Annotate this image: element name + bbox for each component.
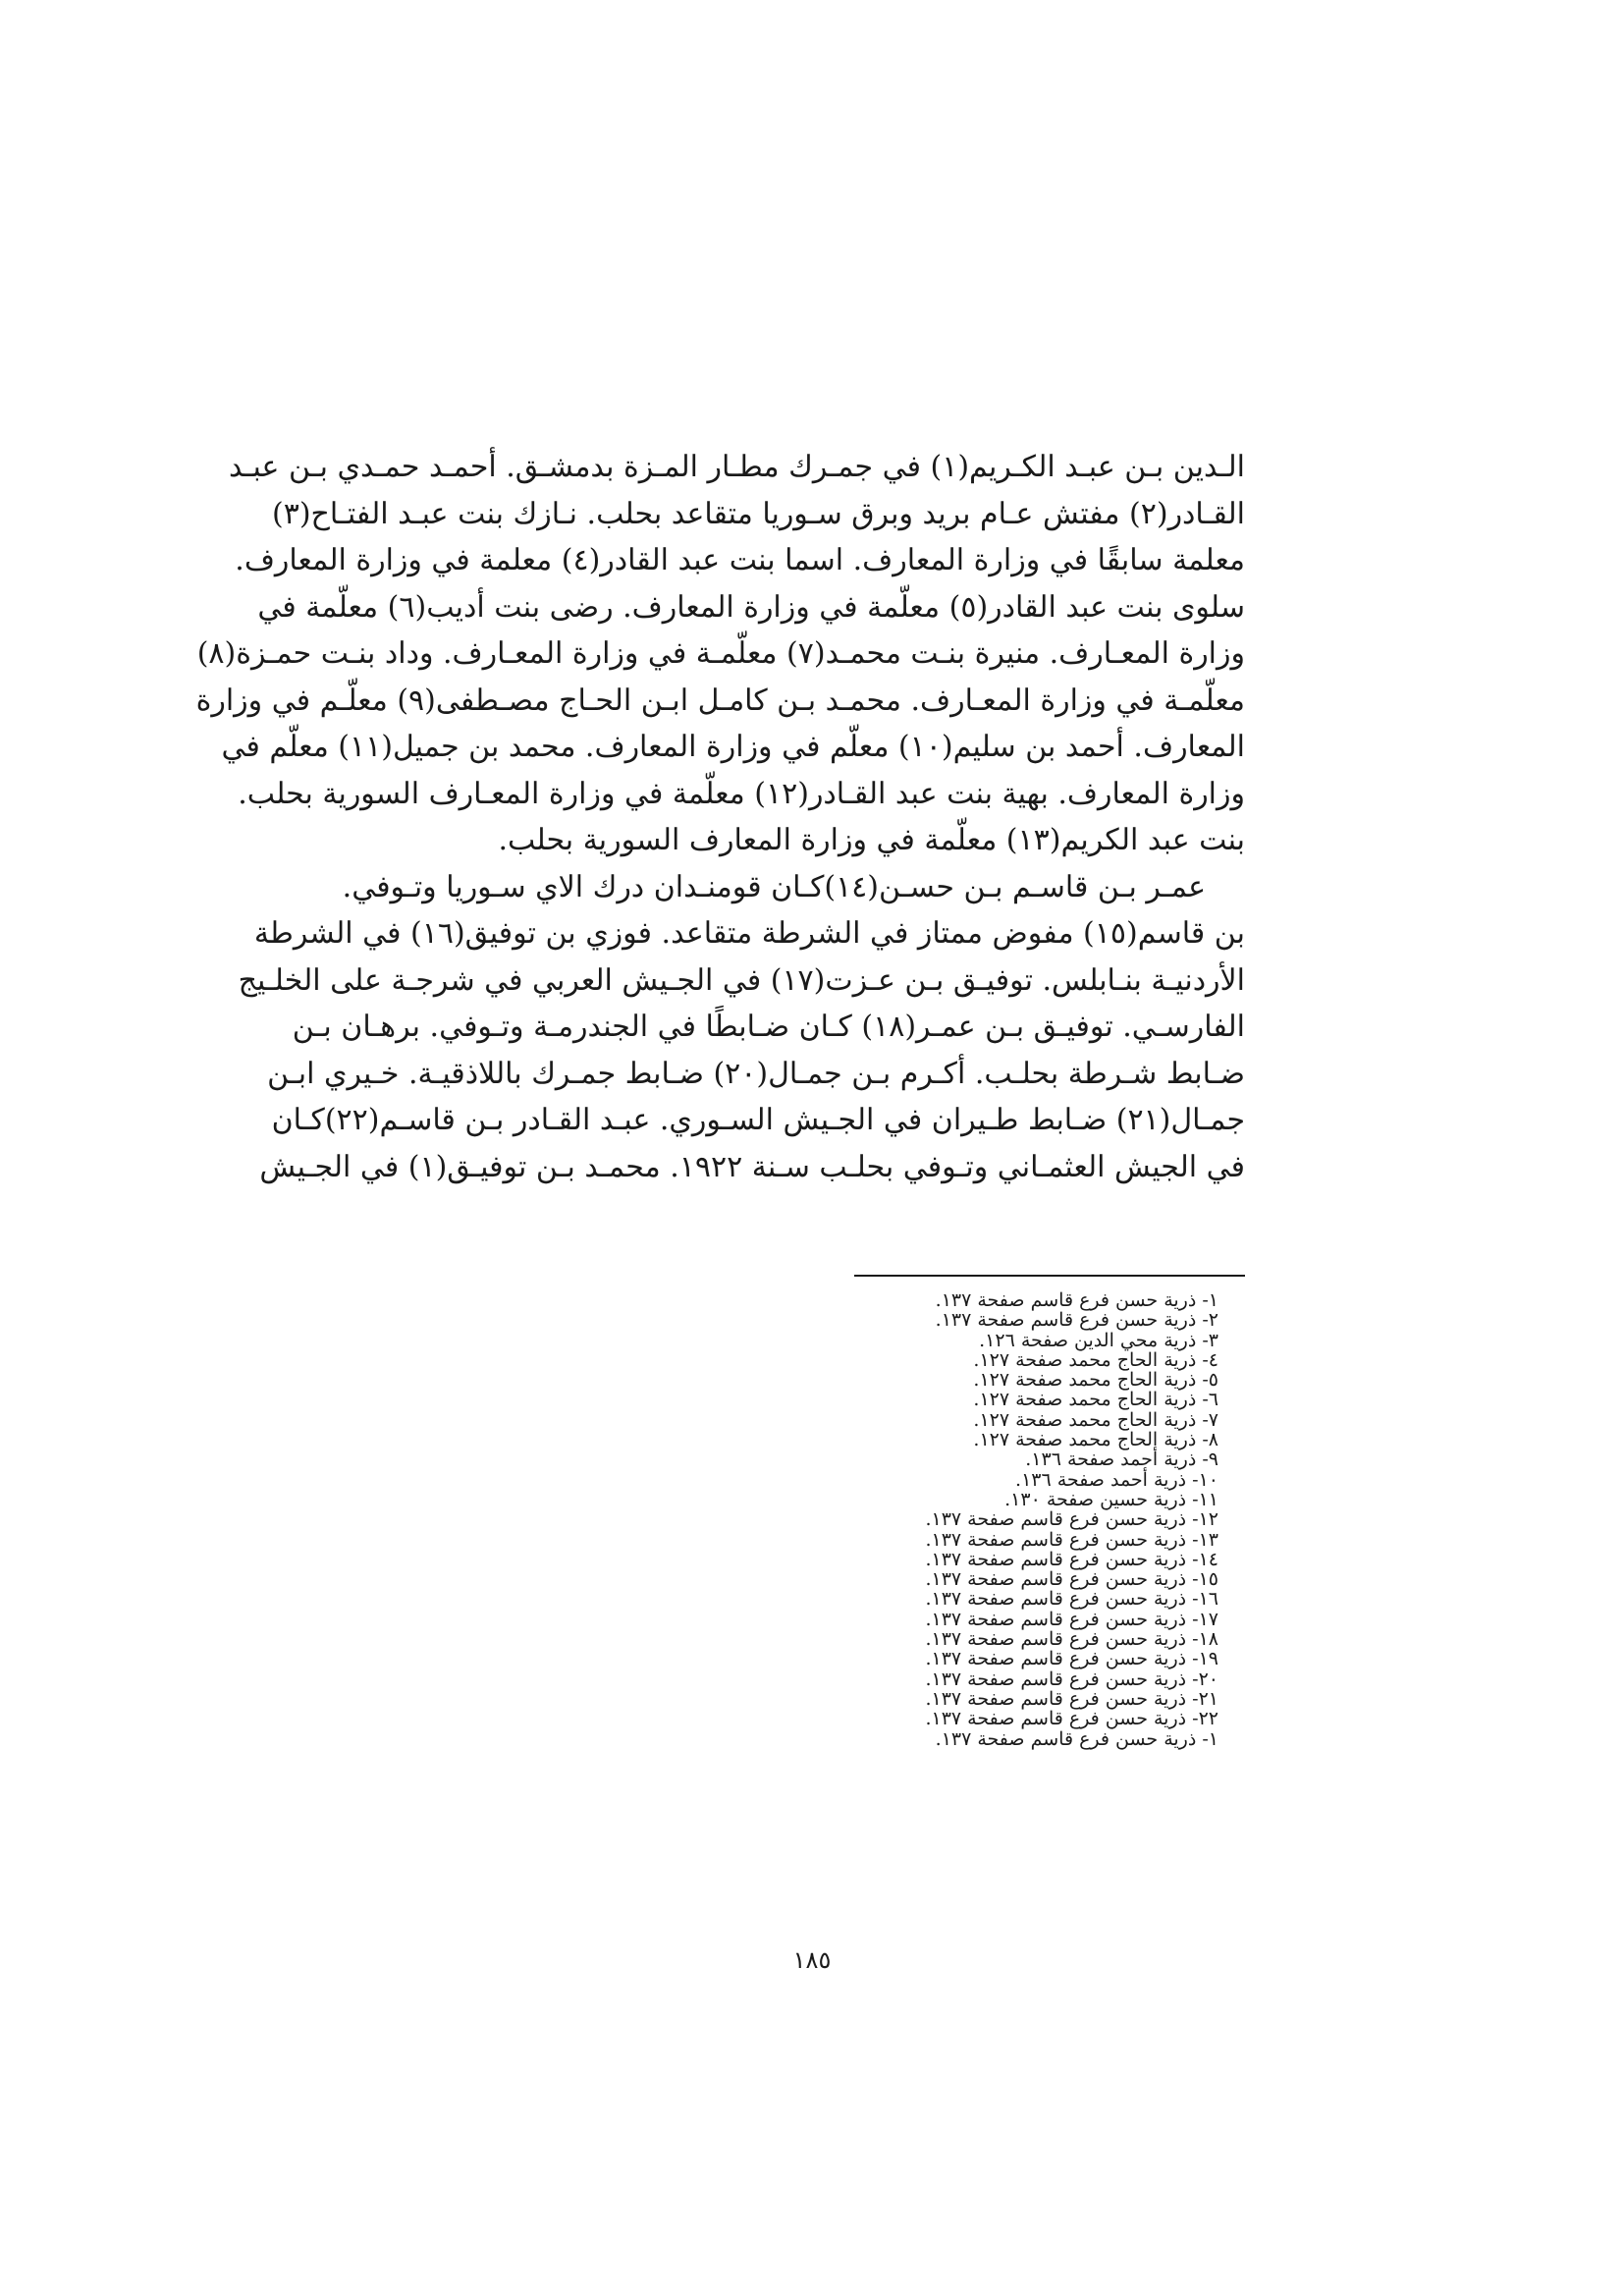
footnote-item: ١٠- ذرية أحمد صفحة ١٣٦. (1015, 1468, 1218, 1491)
text-line: بنت عبد الكريم(١٣) معلّمة في وزارة المعارف السورية بحلب. (498, 823, 1245, 857)
text-line: سلوى بنت عبد القادر(٥) معلّمة في وزارة المعارف. رضى بنت أديب(٦) معلّمة في (257, 589, 1245, 625)
text-line: وزارة المعـارف. منيرة بنـت محمـد(٧) معلّمـة في وزارة المعـارف. وداد بنـت حمـزة(٨) (196, 636, 1245, 671)
text-line: الـدين بـن عبـد الكـريم(١) في جمـرك مطـار المـزة بدمشـق. أحمـد حمـدي بـن عبـد (228, 450, 1245, 484)
footnote-item: ٥- ذرية الحاج محمد صفحة ١٢٧. (973, 1369, 1218, 1392)
footnote-item: ٦- ذرية الحاج محمد صفحة ١٢٧. (973, 1389, 1218, 1411)
footnote-item: ٢٠- ذرية حسن فرع قاسم صفحة ١٣٧. (925, 1667, 1218, 1690)
text-line: جمـال(٢١) ضـابط طـيران في الجـيش السـوري. عبـد القـادر بـن قاسـم(٢٢)كـان (271, 1103, 1245, 1137)
footnote-item: ١٧- ذرية حسن فرع قاسم صفحة ١٣٧. (925, 1608, 1218, 1630)
text-line: ضـابط شـرطة بحلـب. أكـرم بـن جمـال(٢٠) ضـابط جمـرك باللاذقيـة. خـيري ابـن (267, 1056, 1245, 1091)
footnote-item: ٨- ذرية الحاج محمد صفحة ١٢٧. (973, 1429, 1218, 1451)
footnote-item: ١٥- ذرية حسن فرع قاسم صفحة ١٣٧. (925, 1568, 1218, 1591)
page-number: ١٨٥ (792, 1946, 832, 1974)
text-line: عمـر بـن قاسـم بـن حسـن(١٤)كـان قومنـدان درك الاي سـوريا وتـوفي. (342, 869, 1206, 904)
footnote-item: ١- ذرية حسن فرع قاسم صفحة ١٣٧. (935, 1727, 1218, 1750)
text-line: القـادر(٢) مفتش عـام بريد وبرق سـوريا متقاعد بحلب. نـازك بنت عبـد الفتـاح(٣) (272, 496, 1245, 531)
footnote-item: ١٨- ذرية حسن فرع قاسم صفحة ١٣٧. (925, 1628, 1218, 1651)
text-line: في الجيش العثمـاني وتـوفي بحلـب سـنة ١٩٢٢. محمـد بـن توفيـق(١) في الجـيش (259, 1149, 1245, 1184)
footnotes-list (854, 1290, 1245, 1749)
text-line: معلمة سابقًا في وزارة المعارف. اسما بنت عبد القادر(٤) معلمة في وزارة المعارف. (235, 543, 1245, 577)
footnote-item: ١٤- ذرية حسن فرع قاسم صفحة ١٣٧. (925, 1548, 1218, 1570)
footnote-item: ٩- ذرية أحمد صفحة ١٣٦. (1025, 1449, 1218, 1471)
body-text (195, 444, 1245, 1190)
paragraph-2 (238, 864, 1245, 1191)
footnote-item: ٢- ذرية حسن فرع قاسم صفحة ١٣٧. (935, 1309, 1218, 1332)
text-line: الأردنيـة بنـابلس. توفيـق بـن عـزت(١٧) في الجـيش العربي في شرجـة على الخلـيج (238, 962, 1245, 998)
text-line: المعارف. أحمد بن سليم(١٠) معلّم في وزارة المعارف. محمد بن جميل(١١) معلّم في (221, 730, 1245, 764)
footnote-item: ٢٢- ذرية حسن فرع قاسم صفحة ١٣٧. (925, 1708, 1218, 1730)
footnote-item: ٢١- ذرية حسن فرع قاسم صفحة ١٣٧. (925, 1687, 1218, 1710)
footnote-separator (854, 1275, 1245, 1277)
text-line: وزارة المعارف. بهية بنت عبد القـادر(١٢) معلّمة في وزارة المعـارف السورية بحلب. (238, 776, 1245, 811)
footnote-item: ١٢- ذرية حسن فرع قاسم صفحة ١٣٧. (925, 1508, 1218, 1531)
paragraph-1 (195, 444, 1245, 864)
footnote-item: ١٩- ذرية حسن فرع قاسم صفحة ١٣٧. (925, 1648, 1218, 1670)
footnote-item: ٤- ذرية الحاج محمد صفحة ١٢٧. (973, 1348, 1218, 1371)
text-line: بن قاسم(١٥) مفوض ممتاز في الشرطة متقاعد. فوزي بن توفيق(١٦) في الشرطة (253, 916, 1245, 951)
footnote-item: ١٦- ذرية حسن فرع قاسم صفحة ١٣٧. (925, 1588, 1218, 1611)
footnote-item: ٣- ذرية محي الدين صفحة ١٢٦. (979, 1329, 1218, 1351)
footnote-item: ١١- ذرية حسين صفحة ١٣٠. (1004, 1488, 1218, 1510)
text-line: معلّمـة في وزارة المعـارف. محمـد بـن كامـل ابـن الحـاج مصـطفى(٩) معلّـم في وزارة (195, 683, 1245, 718)
footnote-item: ١٣- ذرية حسن فرع قاسم صفحة ١٣٧. (925, 1528, 1218, 1551)
footnote-item: ١- ذرية حسن فرع قاسم صفحة ١٣٧. (935, 1289, 1218, 1311)
footnote-item: ٧- ذرية الحاج محمد صفحة ١٢٧. (973, 1408, 1218, 1431)
text-line: الفارسـي. توفيـق بـن عمـر(١٨) كـان ضـابطًا في الجندرمـة وتـوفي. برهـان بـن (292, 1010, 1245, 1044)
